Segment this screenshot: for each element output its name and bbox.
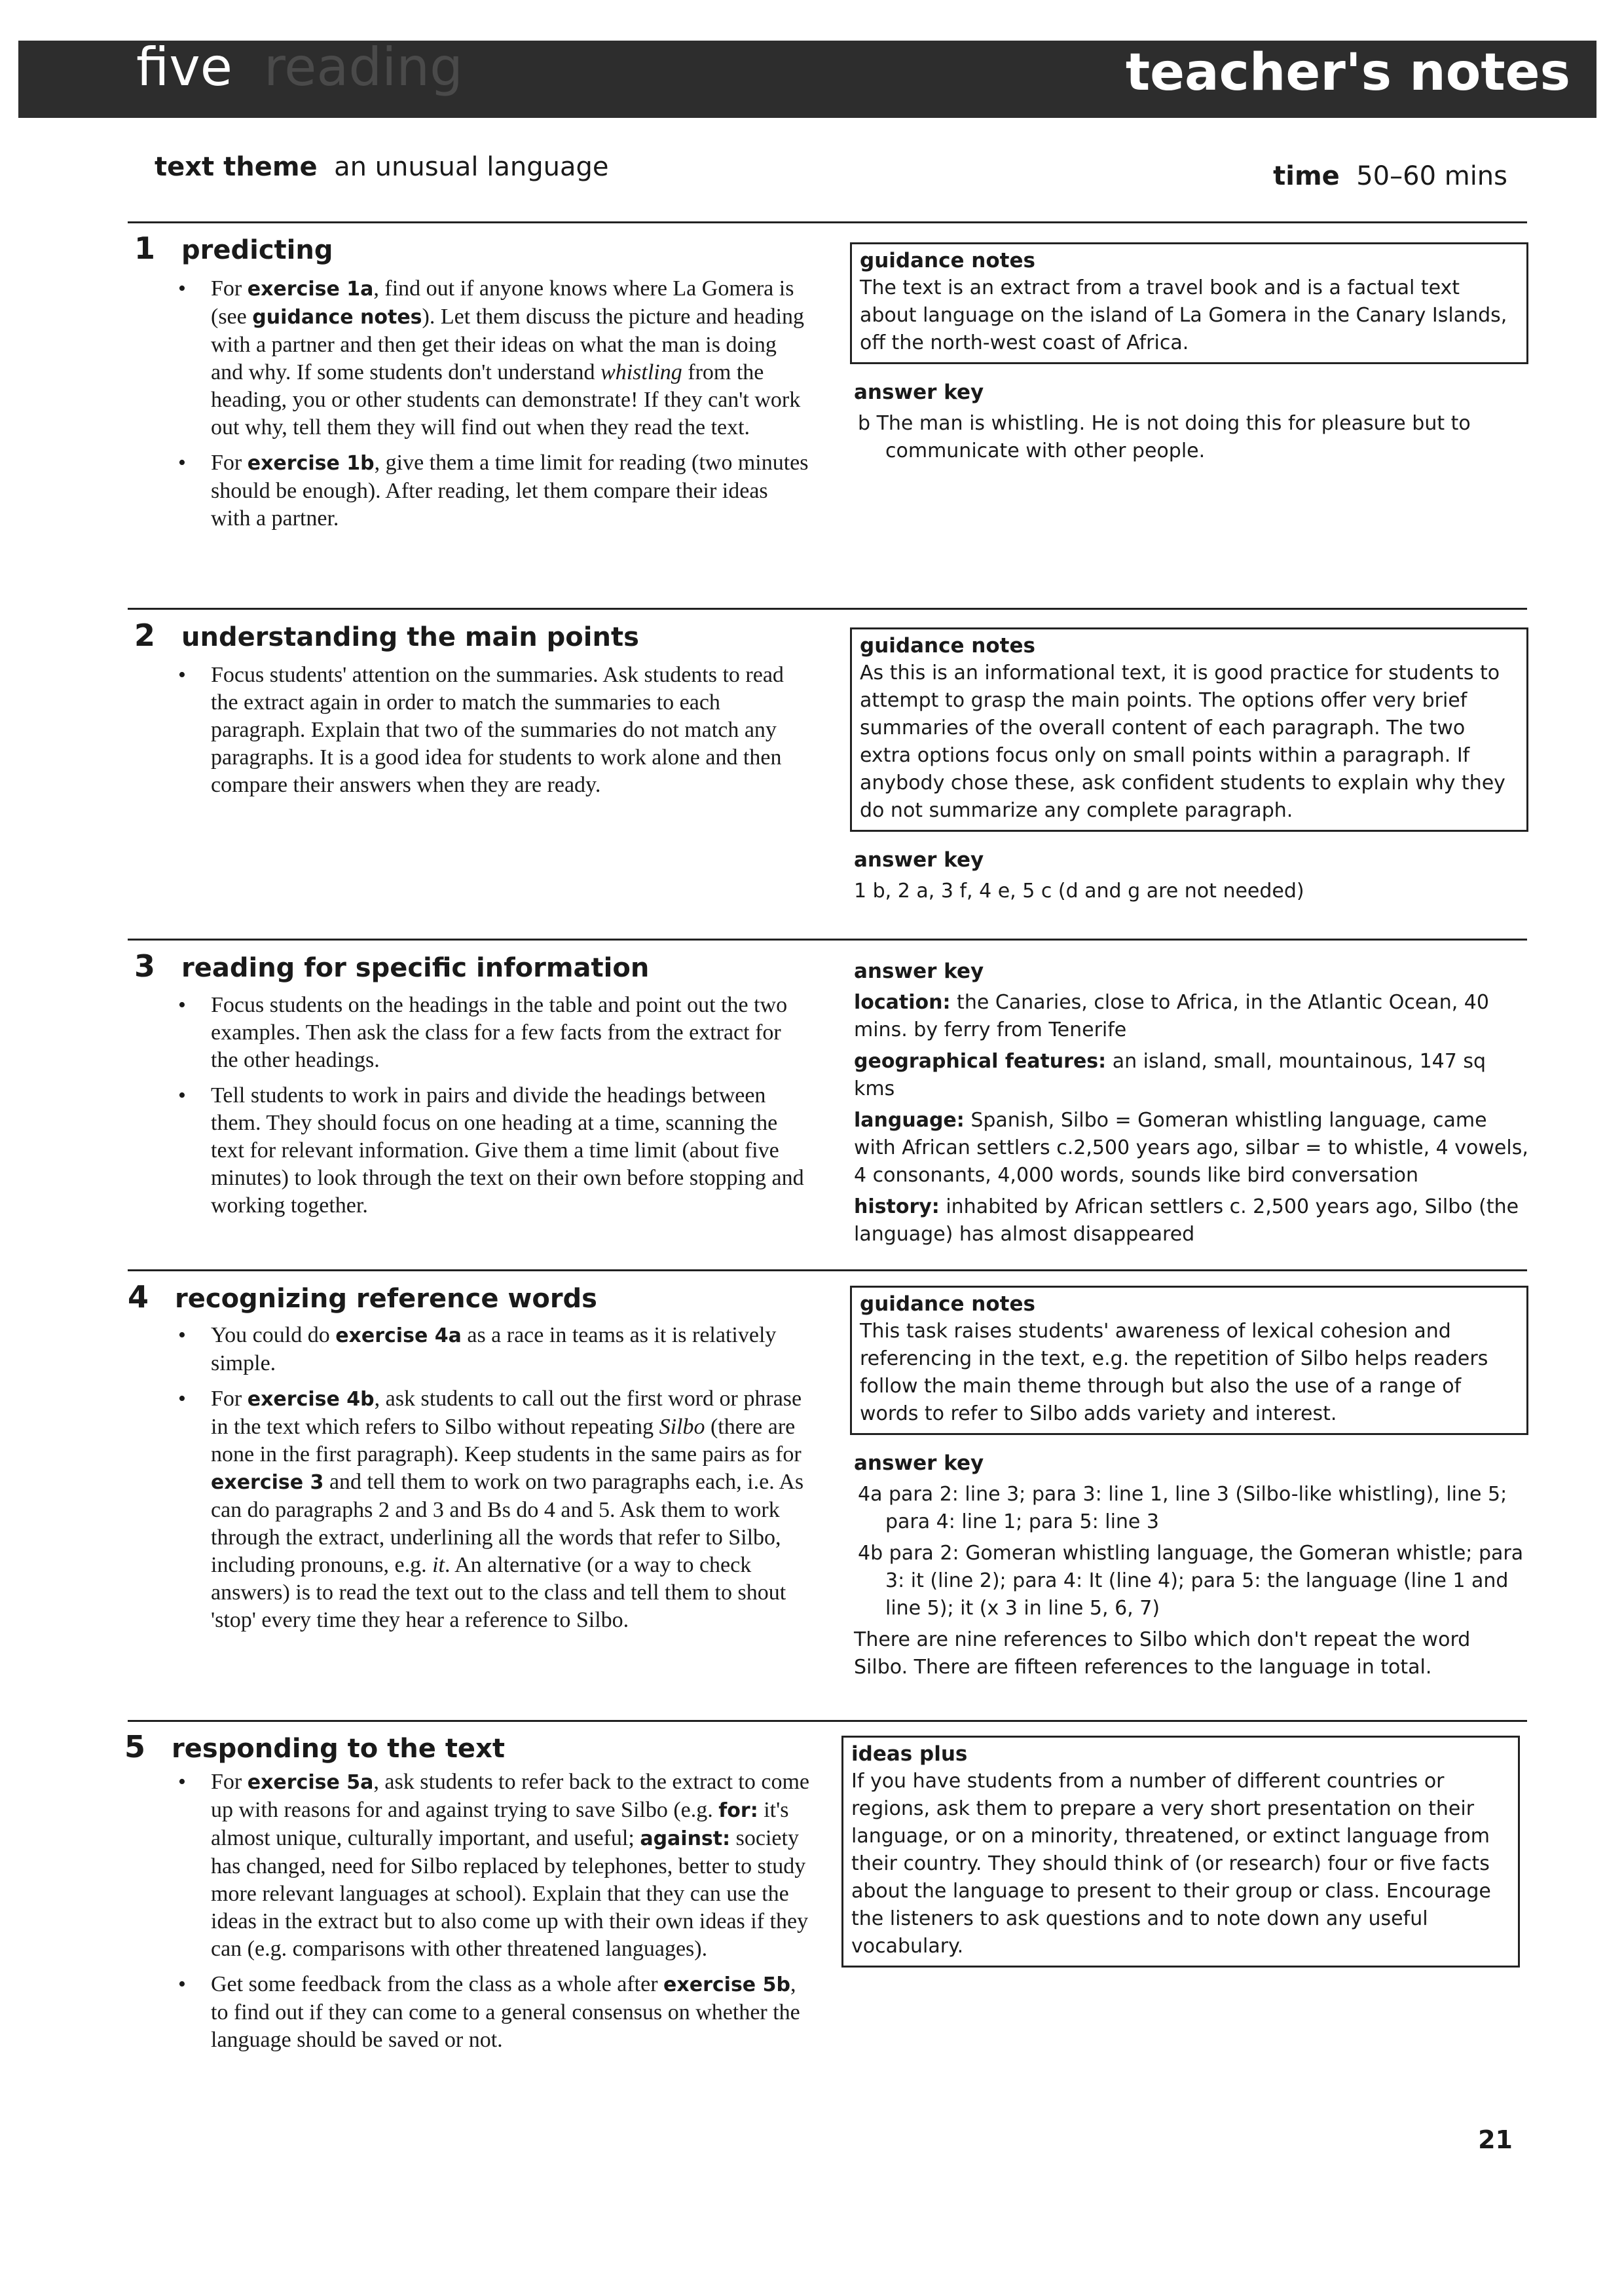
answer-key-title: answer key [854, 848, 984, 872]
section-5-body [164, 1768, 812, 2062]
answer-line: There are nine references to Silbo which don't repeat the word Silbo. There are fifteen references to the language in total. [854, 1628, 1471, 1679]
section-divider [128, 221, 1527, 223]
section-2-body [164, 662, 812, 807]
section-number: 5 [124, 1729, 146, 1764]
time-value: 50–60 mins [1356, 161, 1507, 191]
list-item: • You could do exercise 4a as a race in teams as it is relatively simple. [164, 1322, 812, 1377]
list-item: • For exercise 4b, ask students to call out the first word or phrase in the text which refers to Silbo without repeating Silbo (there are none in the first paragraph). Keep students in the same pairs as for exercise 3 and tell them to work on two paragraphs each, i.e. As can do paragraphs 2 and 3 and Bs do 4 and 5. Ask them to work through the extract, underlining all the words that refer to Silbo, including pronouns, e.g. it. An alternative (or a way to check answers) is to read the text out to the class and tell them to shout 'stop' every time they hear a reference to Silbo. [164, 1385, 812, 1634]
ideas-plus-box [841, 1736, 1520, 1968]
answer-key-title: answer key [854, 381, 984, 404]
guidance-title: guidance notes [860, 634, 1035, 658]
answer-line: geographical features: an island, small, mountainous, 147 sq kms [854, 1050, 1486, 1100]
section-title: responding to the text [172, 1734, 505, 1764]
page-number: 21 [1478, 2125, 1513, 2154]
list-item: • For exercise 1b, give them a time limit for reading (two minutes should be enough). After reading, let them compare their ideas with a partner. [164, 449, 812, 532]
list-item: • Tell students to work in pairs and divide the headings between them. They should focus on one heading at a time, scanning the text for relevant information. Give them a time limit (about five minutes) to look through the text on their own before stopping and working together. [164, 1082, 812, 1220]
ideas-plus-title: ideas plus [851, 1742, 968, 1766]
section-4-notes [850, 1286, 1528, 1685]
answer-line: b The man is whistling. He is not doing this for pleasure but to communicate with other people. [858, 412, 1471, 462]
guidance-title: guidance notes [860, 1292, 1035, 1316]
answer-key-title: answer key [854, 1451, 984, 1475]
list-item: • For exercise 1a, find out if anyone knows where La Gomera is (see guidance notes). Let them discuss the picture and heading with a partner and then get their ideas on what the man is doing and why. If some students don't understand whistling from the heading, you or other students can demonstrate! If they can't work out why, tell them they will find out when they read the text. [164, 275, 812, 441]
section-divider [128, 1269, 1527, 1271]
section-3-body [164, 992, 812, 1227]
list-item: • Get some feedback from the class as a whole after exercise 5b, to find out if they can come to a general consensus on whether the language should be saved or not. [164, 1971, 812, 2054]
guidance-text: The text is an extract from a travel book and is a factual text about language on the island of La Gomera in the Canary Islands, off the north-west coast of Africa. [860, 276, 1507, 354]
section-title: predicting [181, 235, 333, 265]
section-number: 4 [128, 1279, 149, 1315]
answer-line: history: inhabited by African settlers c. 2,500 years ago, Silbo (the language) has almost disappeared [854, 1195, 1519, 1246]
section-number: 3 [134, 948, 156, 984]
page-title: teacher's notes [1125, 43, 1570, 102]
section-1-body [164, 275, 812, 540]
section-divider [128, 1720, 1527, 1722]
guidance-notes-box [850, 627, 1528, 832]
guidance-text: This task raises students' awareness of lexical cohesion and referencing in the text, e.g. the repetition of Silbo helps readers follow the main theme through but also the use of a range of words to refer to Silbo adds variety and interest. [860, 1320, 1488, 1425]
answer-line: location: the Canaries, close to Africa, in the Atlantic Ocean, 40 mins. by ferry from Tenerife [854, 991, 1489, 1041]
list-item: • Focus students on the headings in the table and point out the two examples. Then ask the class for a few facts from the extract for the other headings. [164, 992, 812, 1074]
list-item: • Focus students' attention on the summaries. Ask students to read the extract again in order to match the summaries to each paragraph. Explain that two of the summaries do not match any paragraphs. It is a good idea for students to work alone and then compare their answers when they are ready. [164, 662, 812, 799]
section-3-heading [134, 948, 649, 984]
theme-label: text theme [155, 152, 318, 182]
section-4-heading [128, 1279, 597, 1315]
section-2-notes [850, 627, 1528, 909]
time-label: time [1273, 161, 1340, 191]
guidance-notes-box [850, 1286, 1528, 1435]
list-item: • For exercise 5a, ask students to refer back to the extract to come up with reasons for and against trying to save Silbo (e.g. for: it's almost unique, culturally important, and useful; against: society has changed, need for Silbo replaced by telephones, better to study more relevant languages at school). Explain that they can use the ideas in the extract but to also come up with their own ideas if they can (e.g. comparisons with other threatened languages). [164, 1768, 812, 1963]
section-number: 2 [134, 618, 156, 653]
ideas-plus-text: If you have students from a number of different countries or regions, ask them to prepare a very short presentation on their language, or on a minority, threatened, or extinct language from their country. They should think of (or research) four or five facts about the language to present to their group or class. Encourage the listeners to ask questions and to note down any useful vocabulary. [851, 1770, 1491, 1958]
answer-line: 4b para 2: Gomeran whistling language, the Gomeran whistle; para 3: it (line 2); para 4: It (line 4); para 5: the language (line 1 and line 5); it (x 3 in line 5, 6, 7) [858, 1542, 1524, 1620]
time-info [1273, 161, 1507, 191]
section-1-notes [850, 242, 1528, 469]
section-5-heading [124, 1729, 505, 1764]
section-5-notes [841, 1736, 1520, 1968]
answer-line: language: Spanish, Silbo = Gomeran whistling language, came with African settlers c.2,500 years ago, silbar = to whistle, 4 vowels, 4 consonants, 4,000 words, sounds like bird conversation [854, 1109, 1528, 1187]
section-title: reading for specific information [181, 953, 650, 983]
guidance-notes-box [850, 242, 1528, 364]
guidance-text: As this is an informational text, it is good practice for students to attempt to grasp the main points. The options offer very brief summaries of the overall content of each paragraph. The two extra options focus only on small points within a paragraph. If anybody chose these, ask confident students to explain why they do not summarize any complete paragraph. [860, 662, 1505, 822]
guidance-title: guidance notes [860, 249, 1035, 272]
section-4-body [164, 1322, 812, 1642]
section-1-heading [134, 231, 333, 266]
section-2-heading [134, 618, 639, 653]
header-banner [18, 37, 1596, 118]
section-title: understanding the main points [181, 622, 639, 652]
answer-line: 1 b, 2 a, 3 f, 4 e, 5 c (d and g are not needed) [854, 880, 1304, 903]
section-title: recognizing reference words [175, 1284, 597, 1314]
answer-line: 4a para 2: line 3; para 3: line 1, line 3 (Silbo-like whistling), line 5; para 4: line 1; para 5: line 3 [858, 1483, 1507, 1533]
unit-ghost-label: reading [264, 37, 463, 98]
answer-key-title: answer key [854, 960, 984, 983]
unit-label: five [136, 37, 232, 98]
section-divider [128, 939, 1527, 941]
section-number: 1 [134, 231, 156, 266]
section-divider [128, 608, 1527, 610]
theme-value: an unusual language [334, 152, 609, 182]
text-theme [155, 152, 608, 182]
section-3-notes [850, 943, 1528, 1252]
